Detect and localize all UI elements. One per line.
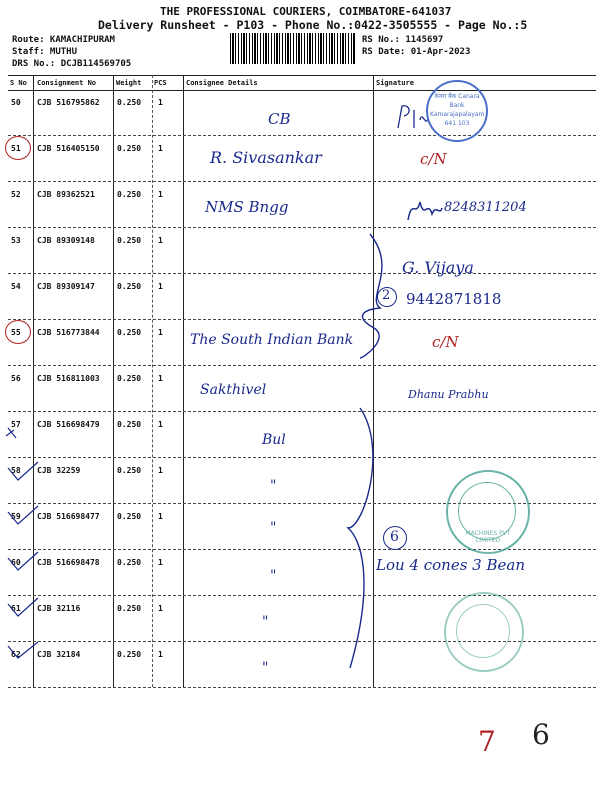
row-consignment: CJB 516773844	[37, 328, 100, 337]
row-pcs: 1	[158, 466, 163, 475]
row-divider	[8, 411, 596, 412]
row-sno: 51	[11, 144, 21, 153]
col-header-pcs: PCS	[154, 79, 167, 87]
barcode	[230, 33, 356, 64]
handwritten-consignee: The South Indian Bank	[190, 332, 354, 348]
row-weight: 0.250	[117, 420, 142, 429]
stamp-text: 641 103	[444, 120, 470, 127]
row-weight: 0.250	[117, 650, 142, 659]
row-sno: 53	[11, 236, 21, 245]
row-consignment: CJB 516795862	[37, 98, 100, 107]
row-weight: 0.250	[117, 466, 142, 475]
row-pcs: 1	[158, 144, 163, 153]
row-weight: 0.250	[117, 190, 142, 199]
handwritten-phone: 9442871818	[406, 290, 502, 308]
row-sno: 61	[11, 604, 21, 613]
seal-text: MACHINES PVT LIMITED	[465, 530, 511, 544]
col-header-sno: S No	[10, 79, 27, 87]
row-pcs: 1	[158, 558, 163, 567]
row-pcs: 1	[158, 98, 163, 107]
ditto-mark: "	[262, 614, 269, 630]
row-sno: 62	[11, 650, 21, 659]
table-top-border	[8, 75, 596, 76]
red-sig-cn: c/N	[420, 150, 447, 168]
col-header-signature: Signature	[376, 79, 414, 87]
row-pcs: 1	[158, 420, 163, 429]
handwritten-consignee: R. Sivasankar	[210, 148, 322, 167]
row-consignment: CJB 516811003	[37, 374, 100, 383]
row-sno: 58	[11, 466, 21, 475]
handwritten-phone: 8248311204	[444, 200, 527, 215]
row-weight: 0.250	[117, 98, 142, 107]
red-circle-mark	[5, 320, 31, 344]
row-consignment: CJB 516698478	[37, 558, 100, 567]
row-sno: 54	[11, 282, 21, 291]
row-weight: 0.250	[117, 374, 142, 383]
row-pcs: 1	[158, 236, 163, 245]
row-consignment: CJB 32184	[37, 650, 81, 659]
row-consignment: CJB 32259	[37, 466, 81, 475]
col-header-weight: Weight	[116, 79, 142, 87]
row-sno: 59	[11, 512, 21, 521]
row-consignment: CJB 89309148	[37, 236, 95, 245]
ditto-mark: "	[262, 660, 269, 676]
row-weight: 0.250	[117, 558, 142, 567]
row-consignment: CJB 516698477	[37, 512, 100, 521]
row-divider	[8, 457, 596, 458]
row-divider	[8, 273, 596, 274]
row-sno: 50	[11, 98, 21, 107]
row-divider	[8, 319, 596, 320]
rs-date: RS Date: 01-Apr-2023	[362, 47, 471, 57]
header-bottom-border	[8, 90, 596, 91]
red-circle-mark	[5, 136, 31, 160]
ditto-mark: "	[270, 568, 277, 584]
handwritten-note: Lou 4 cones 3 Bean	[376, 556, 525, 574]
handwritten-signature: Dhanu Prabhu	[408, 388, 489, 401]
handwritten-consignee: Sakthivel	[200, 382, 267, 398]
row-divider	[8, 227, 596, 228]
row-divider	[8, 135, 596, 136]
row-pcs: 1	[158, 512, 163, 521]
row-consignment: CJB 89309147	[37, 282, 95, 291]
company-seal	[446, 470, 530, 554]
handwritten-consignee: CB	[268, 110, 291, 128]
rs-number: RS No.: 1145697	[362, 35, 444, 45]
company-title: THE PROFESSIONAL COURIERS, COIMBATORE-641037	[160, 5, 452, 18]
red-pen-mark: 7	[478, 725, 496, 758]
row-consignment: CJB 89362521	[37, 190, 95, 199]
bank-stamp	[426, 80, 488, 142]
tick-marks	[2, 410, 42, 680]
row-divider	[8, 687, 596, 688]
drs-number: DRS No.: DCJB114569705	[12, 59, 132, 69]
row-consignment: CJB 32116	[37, 604, 81, 613]
ditto-mark: "	[270, 478, 277, 494]
runsheet-title: Delivery Runsheet - P103 - Phone No.:0422-3505555 - Page No.:5	[98, 18, 528, 32]
row-weight: 0.250	[117, 282, 142, 291]
row-sno: 56	[11, 374, 21, 383]
circled-number: 2	[377, 287, 397, 307]
row-consignment: CJB 516405150	[37, 144, 100, 153]
row-pcs: 1	[158, 190, 163, 199]
row-weight: 0.250	[117, 328, 142, 337]
row-weight: 0.250	[117, 144, 142, 153]
col-header-consignee: Consignee Details	[186, 79, 258, 87]
row-weight: 0.250	[117, 512, 142, 521]
row-sno: 60	[11, 558, 21, 567]
row-divider	[8, 549, 596, 550]
col-header-consignment: Consignment No	[37, 79, 97, 87]
row-pcs: 1	[158, 374, 163, 383]
staff-label: Staff: MUTHU	[12, 47, 78, 57]
row-weight: 0.250	[117, 604, 142, 613]
handwritten-consignee: NMS Bngg	[205, 198, 289, 216]
row-weight: 0.250	[117, 236, 142, 245]
ditto-mark: "	[270, 520, 277, 536]
row-divider	[8, 365, 596, 366]
row-pcs: 1	[158, 328, 163, 337]
row-sno: 55	[11, 328, 21, 337]
row-sno: 52	[11, 190, 21, 199]
row-divider	[8, 181, 596, 182]
row-consignment: CJB 516698479	[37, 420, 100, 429]
row-sno: 57	[11, 420, 21, 429]
row-pcs: 1	[158, 604, 163, 613]
company-seal	[444, 592, 524, 672]
pen-mark: 6	[532, 718, 550, 751]
stamp-text: Kamarajapalayam	[430, 111, 485, 118]
route-label: Route: KAMACHIPURAM	[12, 35, 115, 45]
row-pcs: 1	[158, 650, 163, 659]
stamp-text: केनरा बैंक Canara Bank	[434, 93, 480, 109]
row-pcs: 1	[158, 282, 163, 291]
signature-scribble	[406, 194, 444, 224]
row-divider	[8, 595, 596, 596]
handwritten-signature: G. Vijaya	[402, 258, 474, 277]
circled-number: 6	[383, 526, 407, 550]
handwritten-consignee: Bul	[262, 432, 286, 448]
red-sig-cn: c/N	[432, 333, 459, 351]
